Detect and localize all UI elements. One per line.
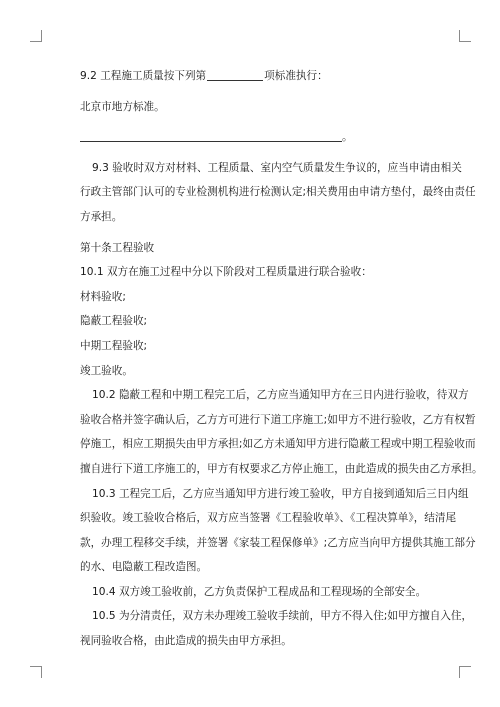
- clause-10-3-line-2: 织验收。竣工验收合格后，双方应当签署《工程验收单》、《工程决算单》，结清尾: [80, 512, 457, 525]
- crop-mark-top-left: [30, 30, 42, 42]
- clause-10-3-line-4: 的水、电隐蔽工程改造图。: [80, 561, 208, 574]
- stage-item-concealed: 隐蔽工程验收;: [80, 315, 148, 328]
- crop-mark-bottom-right: [459, 666, 471, 678]
- clause-9-2: [80, 64, 442, 89]
- article-10-title: 第十条工程验收: [80, 241, 155, 254]
- crop-mark-top-right: [459, 30, 471, 42]
- clause-9-2-before: 9.2 工程施工质量按下列第: [80, 70, 207, 82]
- clause-10-2-line-2: 验收合格并签字确认后，乙方方可进行下道工序施工;如甲方不进行验收，乙方有权暂: [80, 413, 476, 426]
- clause-9-3-line-1: 9.3 验收时双方对材料、工程质量、室内空气质量发生争议的，应当申请由相关: [92, 161, 462, 174]
- clause-9-3-line-3: 方承担。: [80, 210, 123, 223]
- stage-item-materials: 材料验收;: [80, 290, 126, 303]
- crop-mark-bottom-left: [30, 666, 42, 678]
- stage-item-completion: 竣工验收。: [80, 364, 133, 377]
- clause-10-5-line-2: 视同验收合格，由此造成的损失由甲方承担。: [80, 635, 292, 648]
- clause-9-2-after: 项标准执行：: [264, 70, 328, 82]
- blank-line: [80, 125, 442, 150]
- clause-10-2-line-3: 停施工，相应工期损失由甲方承担;如乙方未通知甲方进行隐蔽工程或中期工程验收而: [80, 438, 476, 451]
- clause-9-3-line-2: 行政主管部门认可的专业检测机构进行检测认定;相关费用由申请方垫付，最终由责任: [80, 186, 476, 199]
- blank-standard-number[interactable]: [207, 79, 263, 81]
- blank-long-fill[interactable]: [80, 140, 342, 142]
- clause-10-2-line-4: 擅自进行下道工序施工的，甲方有权要求乙方停止施工，由此造成的损失由乙方承担。: [80, 462, 483, 475]
- clause-10-2-line-1: 10.2 隐蔽工程和中期工程完工后，乙方应当通知甲方在三日内进行验收，待双方: [92, 389, 469, 402]
- blank-line-end: 。: [342, 131, 353, 144]
- document-body: [80, 64, 483, 654]
- clause-10-1: 10.1 双方在施工过程中分以下阶段对工程质量进行联合验收：: [80, 266, 372, 279]
- clause-10-4: 10.4 双方竣工验收前，乙方负责保护工程成品和工程现场的全部安全。: [92, 585, 427, 598]
- clause-10-5-line-1: 10.5 为分清责任，双方未办理竣工验收手续前，甲方不得入住;如甲方擅自入住，: [92, 610, 473, 623]
- stage-item-midterm: 中期工程验收;: [80, 339, 148, 352]
- standard-text: 北京市地方标准。: [80, 100, 165, 113]
- clause-10-3-line-3: 款，办理工程移交手续，并签署《家装工程保修单》;乙方应当向甲方提供其施工部分: [80, 536, 476, 549]
- clause-10-3-line-1: 10.3 工程完工后，乙方应当通知甲方进行竣工验收，甲方自接到通知后三日内组: [92, 487, 469, 500]
